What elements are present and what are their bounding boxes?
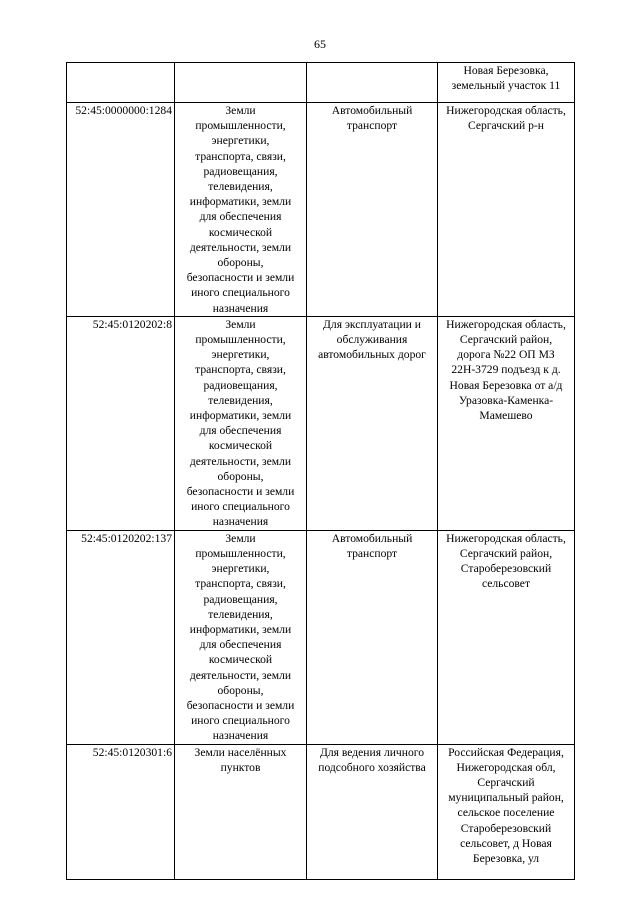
cell-text-line: подсобного хозяйства	[318, 760, 426, 774]
cell-text-line: космической	[208, 653, 273, 667]
cell-text-line: информатики, земли	[189, 622, 292, 636]
cell-text-line: радиовещания,	[203, 164, 278, 178]
table-row	[67, 316, 575, 530]
cell-text-line: обслуживания	[336, 333, 408, 347]
cell-text-line: Для эксплуатации и	[323, 317, 421, 331]
cell-text-line: безопасности и земли	[186, 698, 295, 712]
cell-text-line: Российская Федерация,	[448, 745, 564, 759]
cell-text-line: назначения	[212, 301, 269, 315]
cell-text-line: безопасности и земли	[186, 271, 295, 285]
cell-text-line: сельское поселение	[457, 806, 555, 820]
land-category-cell	[175, 103, 307, 317]
cell-text-line: пунктов	[220, 760, 261, 774]
cell-text-line: обороны,	[217, 469, 264, 483]
cell-text-line: Автомобильный	[331, 104, 413, 117]
location-cell	[438, 530, 575, 744]
cadastral-number-cell	[67, 316, 175, 530]
cell-text-line: Нижегородская область,	[446, 531, 566, 545]
cell-text-line: деятельности, земли	[189, 668, 292, 682]
cell-text-line: назначения	[212, 729, 269, 743]
cadastral-number-cell	[67, 744, 175, 879]
cell-text-line: информатики, земли	[189, 409, 292, 423]
cell-text-line: энергетики,	[211, 562, 270, 576]
cell-text-line: иного специального	[191, 500, 290, 514]
cell-text-line: транспорта, связи,	[195, 363, 286, 377]
cell-text-line: сельсовет	[481, 577, 531, 591]
cell-text-line: 22Н-3729 подъезд к д.	[451, 363, 561, 377]
cell-text-line: Уразовка-Каменка-	[458, 393, 554, 407]
cell-text: 52:45:0120202:8	[92, 317, 172, 331]
cell-text-line: сельсовет, д Новая	[460, 836, 552, 850]
cell-text-line: энергетики,	[211, 134, 270, 148]
table-row	[67, 744, 575, 879]
table-row	[67, 103, 575, 317]
cell-text-line: иного специального	[191, 714, 290, 728]
cell-text-line: для обеспечения	[199, 424, 282, 438]
cell-text-line: Земли	[225, 104, 256, 117]
cell-text-line: для обеспечения	[199, 638, 282, 652]
cell-text-line: деятельности, земли	[189, 240, 292, 254]
cell-text-line: космической	[208, 225, 273, 239]
cell-text-line: радиовещания,	[203, 592, 278, 606]
cell-text-line: информатики, земли	[189, 195, 292, 209]
cell-text-line: назначения	[212, 515, 269, 529]
cell-text-line: земельный участок 11	[451, 79, 561, 93]
cell-text: 52:45:0120202:137	[81, 531, 172, 545]
cell-text-line: промышленности,	[195, 546, 286, 560]
location-cell	[438, 63, 575, 103]
cell-text-line: Сергачский район,	[459, 333, 553, 347]
cell-text-line: телевидения,	[208, 180, 273, 194]
cell-text-line: промышленности,	[195, 119, 286, 133]
permitted-use-cell	[307, 744, 438, 879]
page-number: 65	[314, 37, 326, 51]
cell-text-line: транспорта, связи,	[195, 149, 286, 163]
table-row	[67, 63, 575, 103]
table-body	[67, 63, 575, 880]
land-category-cell	[175, 63, 307, 103]
cadastral-number-cell	[67, 63, 175, 103]
land-category-cell	[175, 530, 307, 744]
cell-text-line: Сергачский р-н	[467, 119, 545, 133]
cell-text-line: радиовещания,	[203, 378, 278, 392]
cell-text-line: энергетики,	[211, 348, 270, 362]
cell-text-line: Староберезовский	[460, 821, 552, 835]
cell-text-line: промышленности,	[195, 333, 286, 347]
cell-text: 52:45:0120301:6	[92, 745, 172, 759]
cell-text-line: космической	[208, 439, 273, 453]
location-cell	[438, 744, 575, 879]
cell-text-line: транспорт	[346, 119, 398, 133]
permitted-use-cell	[307, 63, 438, 103]
cell-text-line: Нижегородская обл,	[456, 760, 556, 774]
cell-text-line: Березовка, ул	[472, 851, 540, 865]
cell-text-line: телевидения,	[208, 393, 273, 407]
cell-text-line: для обеспечения	[199, 210, 282, 224]
land-category-cell	[175, 316, 307, 530]
cell-text-line: Новая Березовка,	[463, 64, 549, 77]
cadastral-number-cell	[67, 530, 175, 744]
cell-text-line: Земли населённых	[194, 745, 287, 759]
cell-text-line: Земли	[225, 531, 256, 545]
cell-text-line: безопасности и земли	[186, 485, 295, 499]
cell-text-line: автомобильных дорог	[318, 348, 426, 362]
cell-text-line: Новая Березовка от а/д	[449, 378, 563, 392]
cell-text-line: дорога №22 ОП МЗ	[457, 348, 555, 362]
land-category-cell	[175, 744, 307, 879]
cell-text-line: транспорт	[346, 546, 398, 560]
cell-text-line: транспорта, связи,	[195, 577, 286, 591]
cell-text-line: телевидения,	[208, 607, 273, 621]
cell-text-line: Нижегородская область,	[446, 104, 566, 117]
cell-text-line: муниципальный район,	[448, 791, 564, 805]
cell-text-line: Для ведения личного	[319, 745, 425, 759]
table-row	[67, 530, 575, 744]
cadastral-number-cell	[67, 103, 175, 317]
location-cell	[438, 316, 575, 530]
cell-text-line: деятельности, земли	[189, 454, 292, 468]
cell-text-line: Сергачский	[477, 775, 535, 789]
cell-text-line: иного специального	[191, 286, 290, 300]
location-cell	[438, 103, 575, 317]
cell-text-line: Автомобильный	[331, 531, 413, 545]
cell-text-line: Нижегородская область,	[446, 317, 566, 331]
cell-text-line: Земли	[225, 317, 256, 331]
cell-text-line: обороны,	[217, 256, 264, 270]
cell-text: 52:45:0000000:1284	[75, 104, 172, 117]
cell-text-line: Мамешево	[479, 409, 533, 423]
land-plots-table	[66, 62, 575, 880]
permitted-use-cell	[307, 103, 438, 317]
cell-text-line: Сергачский район,	[459, 546, 553, 560]
cell-text-line: обороны,	[217, 683, 264, 697]
cell-text-line: Староберезовский	[460, 562, 552, 576]
permitted-use-cell	[307, 530, 438, 744]
permitted-use-cell	[307, 316, 438, 530]
